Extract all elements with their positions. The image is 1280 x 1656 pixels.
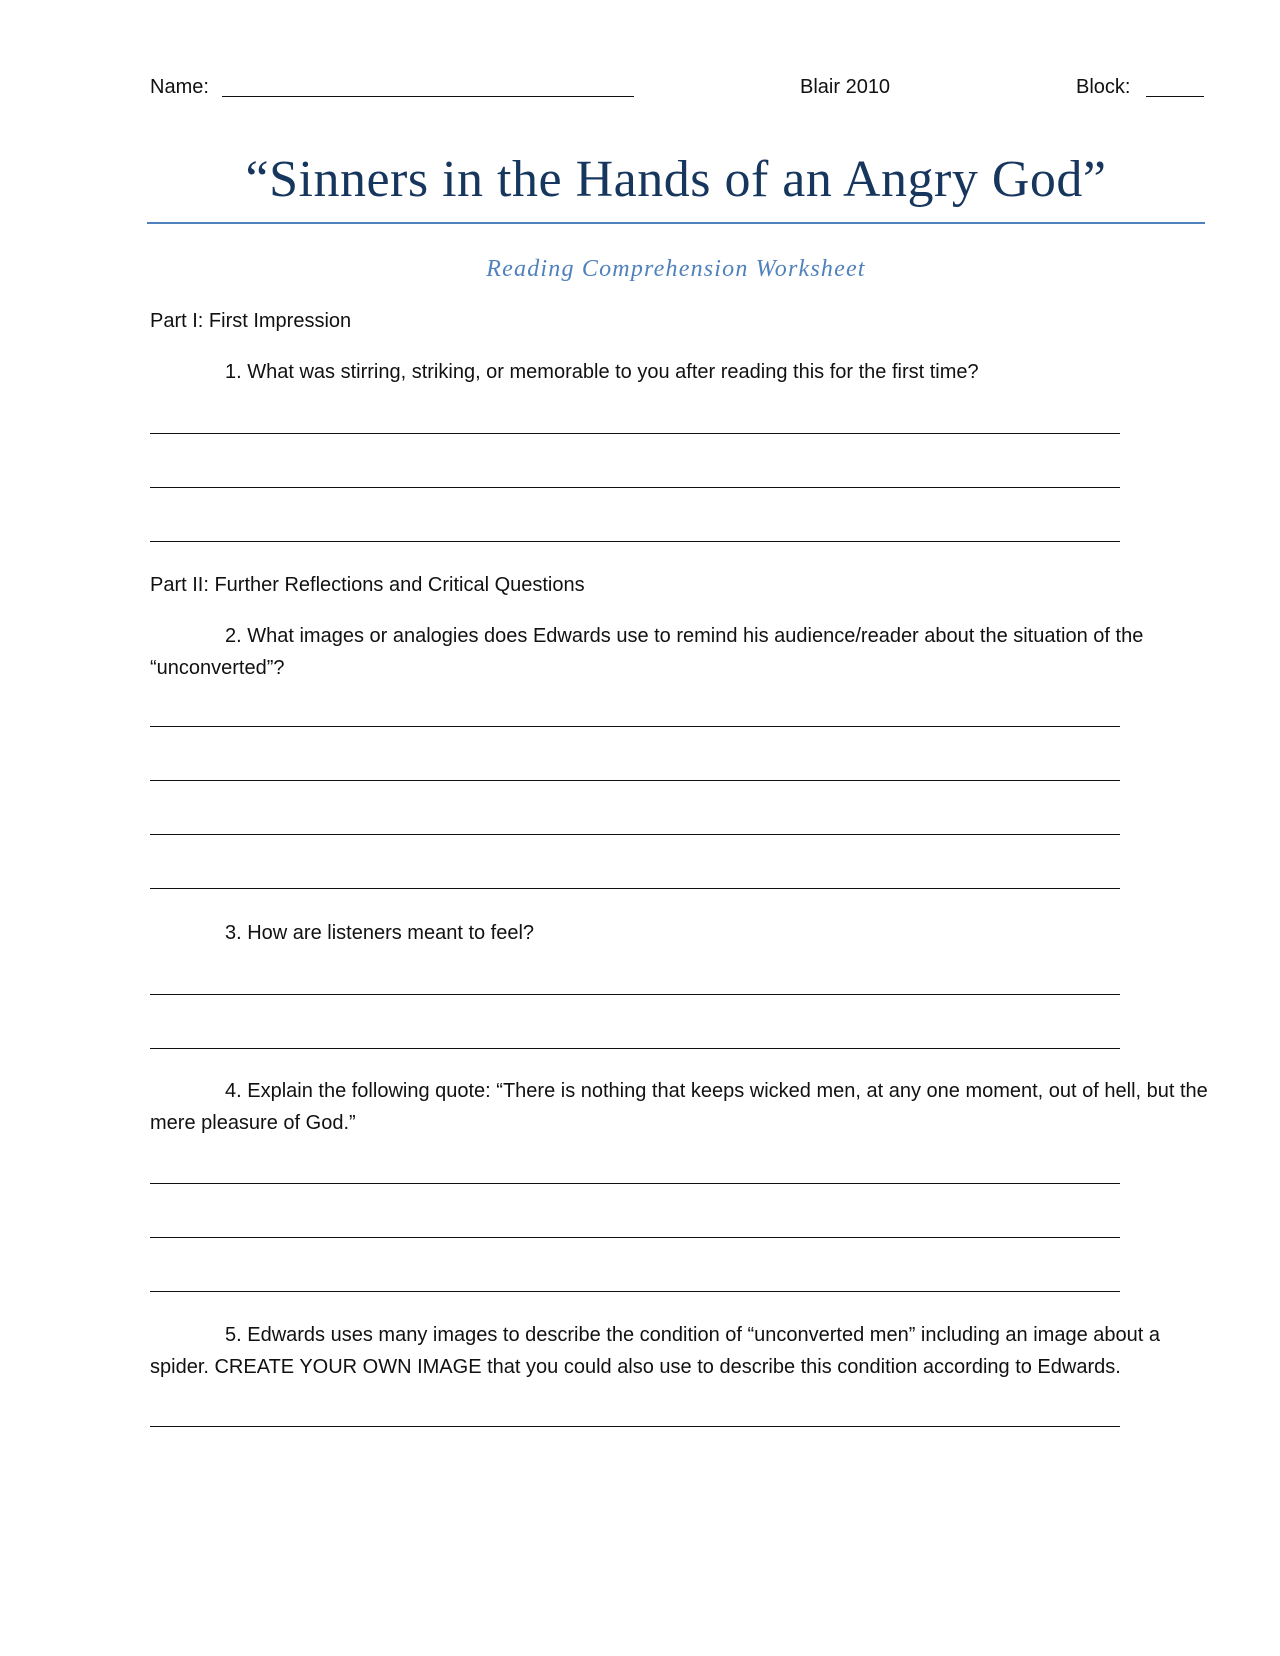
answer-line[interactable] <box>150 994 1120 995</box>
question-4: 4. Explain the following quote: “There is nothing that keeps wicked men, at any one moment, out of hell, but the mere pleasure of God.” <box>150 1080 1208 1134</box>
answer-line[interactable] <box>150 780 1120 781</box>
name-blank[interactable] <box>222 76 634 97</box>
question-1: 1. What was stirring, striking, or memorable to you after reading this for the first time? <box>225 361 979 383</box>
part1-heading: Part I: First Impression <box>150 310 352 332</box>
answer-line[interactable] <box>150 726 1120 727</box>
answer-line[interactable] <box>150 1048 1120 1049</box>
question-3: 3. How are listeners meant to feel? <box>225 922 535 944</box>
block-label: Block: <box>1076 76 1131 98</box>
answer-line[interactable] <box>150 487 1120 488</box>
teacher-year: Blair 2010 <box>800 76 891 98</box>
answer-line[interactable] <box>150 1183 1120 1184</box>
page-title: “Sinners in the Hands of an Angry God” <box>245 151 1107 208</box>
page-subtitle: Reading Comprehension Worksheet <box>486 256 866 282</box>
answer-line[interactable] <box>150 541 1120 542</box>
block-blank[interactable] <box>1146 76 1204 97</box>
question-5: 5. Edwards uses many images to describe the condition of “unconverted men” including an image about a spider. CREATE YOUR OWN IMAGE that you could also use to describe this condition according to Edwards. <box>150 1324 1160 1378</box>
header-row <box>150 76 1205 106</box>
answer-line[interactable] <box>150 1237 1120 1238</box>
question-2: 2. What images or analogies does Edwards use to remind his audience/reader about the situation of the “unconverted”? <box>150 625 1144 679</box>
answer-line[interactable] <box>150 834 1120 835</box>
title-divider <box>147 222 1205 224</box>
answer-line[interactable] <box>150 888 1120 889</box>
answer-line[interactable] <box>150 433 1120 434</box>
name-label: Name: <box>150 76 209 98</box>
part2-heading: Part II: Further Reflections and Critical Questions <box>150 574 585 596</box>
answer-line[interactable] <box>150 1291 1120 1292</box>
answer-line[interactable] <box>150 1426 1120 1427</box>
